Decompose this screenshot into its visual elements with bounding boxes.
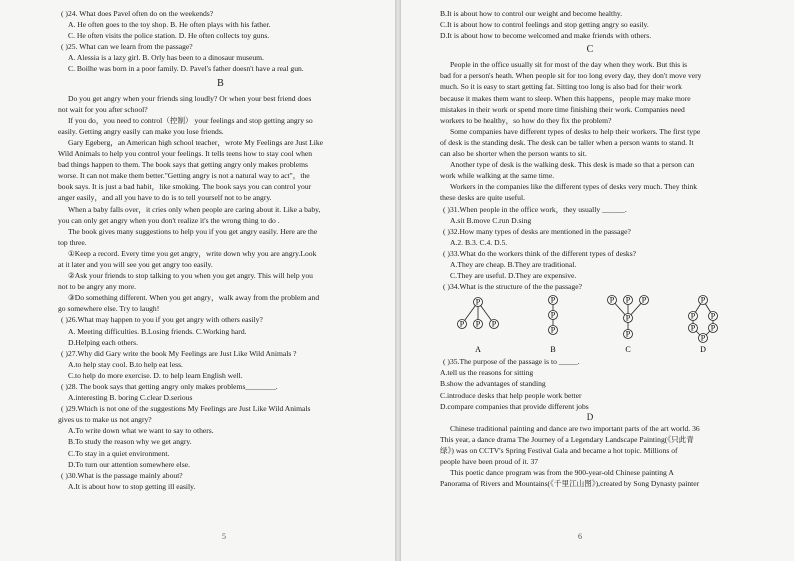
diagram-node: P: [700, 295, 705, 305]
passage-b-line: go somewhere else. Try to laugh!: [58, 304, 160, 314]
questions-b: [58, 314, 383, 492]
q30-options: B.It is about how to control our weight and become healthy.: [440, 9, 623, 18]
diagram-node: P: [710, 311, 715, 321]
structure-diagram-d: [679, 294, 727, 356]
passage-c-line: these desks are quite useful.: [440, 193, 525, 203]
passage-c-line: workers to be healthy，so how do they fix the problem?: [440, 115, 612, 125]
diagram-node: P: [690, 323, 695, 333]
q33-options: C.They are useful. D.They are expensive.: [450, 271, 577, 281]
passage-d-line: This year, a dance drama The Journey of a Legendary Landscape Painting(《只此青: [440, 434, 694, 444]
left-page-number: 5: [222, 532, 226, 541]
passage-b-line: The book gives many suggestions to help you if you get angry easily. Here are the: [68, 226, 318, 236]
diagram-node: P: [550, 310, 555, 320]
q30-options: C.It is about how to control feelings and stop getting angry so easily.: [440, 20, 649, 30]
passage-b-line: Wild Animals to help you control your feelings. It tells teens how to stay cool when: [58, 149, 313, 159]
structure-diagram-c: [604, 294, 652, 356]
q29-options: C.To stay in a quiet environment.: [68, 448, 170, 458]
passage-b-line: at it later and you will see you get angry too easily.: [58, 259, 213, 269]
passage-b-line: anger easily，and all you have to do is to tell yourself not to be angry.: [58, 193, 272, 203]
passage-c-line: Some companies have different types of desks to help their workers. The first type: [450, 126, 701, 136]
questions-c: [440, 204, 740, 293]
passage-c-line: because it makes them want to sleep. When this happens，people may make more: [440, 93, 691, 103]
q33-stem: ( )33.What do the workers think of the different types of desks?: [443, 248, 637, 258]
q31-stem: ( )31.When people in the office work，they usually ______.: [443, 204, 627, 214]
diagram-a-label: A: [474, 345, 481, 355]
q25-options-cd: C. Boilhe was born in a poor family. D. Pavel's father doesn't have a real gun.: [68, 64, 304, 74]
passage-b-line: top three.: [58, 237, 87, 247]
diagram-node: P: [710, 323, 715, 333]
q35-options: A.tell us the reasons for sitting: [440, 368, 534, 378]
q25-stem: ( )25. What can we learn from the passage?: [61, 42, 193, 52]
diagram-node: P: [609, 295, 614, 305]
passage-b-line: not wait for you after school?: [58, 104, 148, 114]
q27-stem: ( )27.Why did Gary write the book My Feelings are Just Like Wild Animals ?: [61, 348, 297, 358]
passage-d-line: This poetic dance program was from the 900-year-old Chinese painting A: [450, 468, 674, 478]
passage-d-line: people have been proud of it. 37: [440, 457, 539, 466]
diagram-d-label: D: [699, 345, 706, 355]
passage-c-line: bad for a person's heath. When people sit for too long every day, they don't move very: [440, 71, 702, 81]
right-page-number: 6: [578, 532, 582, 541]
page-fold: [395, 0, 401, 561]
q28-stem: ( )28. The book says that getting angry only makes problems________.: [61, 382, 278, 391]
q32-stem: ( )32.How many types of desks are mentioned in the passage?: [443, 226, 631, 236]
diagram-b-label: B: [549, 345, 556, 355]
diagram-node: P: [459, 319, 464, 329]
passage-b-line: ②Ask your friends to stop talking to you when you get angry. This will help you: [68, 271, 313, 281]
passage-c: [440, 59, 740, 203]
passage-d-line: 绿》) was on CCTV's Spring Festival Gala and became a hot topic. Millions of: [440, 445, 678, 455]
q24-options-cd: C. He often visits the police station. D. He often collects toy guns.: [68, 31, 270, 41]
passage-c-line: can also be shorter when the person wants to sit.: [440, 149, 587, 159]
passage-c-line: of desk is the standing desk. The desk can be taller when a person wants to stand. It: [440, 137, 694, 147]
passage-b-line: easily. Getting angry easily can make you lose friends.: [58, 126, 224, 136]
q24-options-ab: A. He often goes to the toy shop. B. He often plays with his father.: [68, 20, 271, 30]
passage-d-line: Chinese traditional painting and dance are two important parts of the art world. 36: [450, 423, 700, 433]
q26-options: D.Helping each others.: [68, 337, 139, 347]
passage-b-line: worse. It can not make them better."Getting angry is not a natural way to act"，the: [58, 171, 310, 181]
passage-d-line: Panorama of Rivers and Mountains(《千里江山图》),created by Song Dynasty painter: [440, 479, 700, 489]
passage-c-line: People in the office usually sit for most of the day when they work. But this is: [450, 60, 688, 70]
q27-options: C.to help do more exercise. D. to help learn English well.: [68, 370, 243, 380]
questions-c2: [440, 356, 740, 411]
q24-stem: ( )24. What does Pavel often do on the weekends?: [61, 9, 214, 18]
structure-diagram-a: [454, 294, 502, 356]
q30-stem: ( )30.What is the passage mainly about?: [61, 470, 183, 480]
passage-b-line: not to be angry any more.: [58, 282, 137, 292]
q31-options: A.sit B.move C.run D.sing: [450, 215, 532, 225]
section-b-title: B: [217, 77, 224, 89]
diagram-node: P: [641, 295, 646, 305]
passage-d: [440, 423, 740, 490]
q35-options: B.show the advantages of standing: [440, 379, 546, 389]
q29-stem: gives us to make us not angry?: [58, 415, 152, 425]
q26-stem: ( )26.What may happen to you if you get angry with others easily?: [61, 315, 263, 325]
q29-options: D.To turn our attention somewhere else.: [68, 459, 190, 469]
q33-options: A.They are cheap. B.They are traditional.: [450, 259, 577, 269]
diagram-node: P: [700, 333, 705, 343]
q26-options: A. Meeting difficulties. B.Losing friends. C.Working hard.: [68, 326, 247, 336]
diagram-c-label: C: [624, 345, 631, 355]
passage-c-line: Workers in the companies like the different types of desks very much. They think: [450, 182, 698, 192]
left-page: [58, 8, 383, 538]
section-d-title: D: [586, 411, 594, 422]
section-c-title: C: [586, 44, 594, 56]
passage-b-line: ①Keep a record. Every time you get angry，write down why you are angry.Look: [68, 248, 317, 258]
q35-options: C.introduce desks that help people work better: [440, 390, 582, 400]
q27-options: A.to help stay cool. B.to help eat less.: [68, 359, 183, 369]
passage-b-line: If you do，you need to control（控制） your feelings and stop getting angry so: [68, 115, 313, 125]
diagram-node: P: [491, 319, 496, 329]
passage-b-line: you can only get angry when you don't realize it's the wrong thing to do .: [58, 215, 280, 225]
passage-b-line: book says. It is just a bad habit，like smoking. The book says you can control your: [58, 182, 312, 192]
passage-b-line: ③Do something different. When you get angry，walk away from the problem and: [68, 293, 320, 303]
passage-b-line: Gary Egeberg，an American high school teacher，wrote My Feelings are Just Like: [68, 137, 324, 147]
q35-options: D.compare companies that provide different jobs: [440, 401, 589, 411]
q35-stem: ( )35.The purpose of the passage is to _____.: [443, 357, 580, 367]
q29-options: A.To write down what we want to say to others.: [68, 426, 214, 436]
passage-b-line: bad things happen to them. The book says that getting angry only makes problems: [58, 160, 308, 170]
diagram-node: P: [625, 295, 630, 305]
diagram-node: P: [625, 313, 630, 323]
q30-options: A.It is about how to stop getting ill easily.: [68, 481, 196, 491]
structure-diagrams: [440, 294, 740, 356]
structure-diagram-b: [529, 294, 577, 356]
passage-c-line: Another type of desk is the walking desk. This desk is made so that a person can: [450, 160, 695, 170]
q30-options: D.It is about how to become welcomed and make friends with others.: [440, 31, 652, 41]
q34-stem: ( )34.What is the structure of the the passage?: [443, 282, 582, 292]
passage-b: [58, 93, 383, 315]
passage-b-line: Do you get angry when your friends sing loudly? Or when your best friend does: [68, 93, 312, 103]
diagram-node: P: [625, 329, 630, 339]
q28-options: A.interesting B. boring C.clear D.serious: [68, 393, 193, 403]
passage-c-line: mistakes in their work or spend more time finishing their work. Companies need: [440, 104, 685, 114]
diagram-node: P: [550, 295, 555, 305]
diagram-node: P: [690, 311, 695, 321]
q32-options: A.2. B.3. C.4. D.5.: [450, 237, 508, 247]
diagram-node: P: [475, 319, 480, 329]
passage-c-line: much. So it is easy to start getting fat. Sitting too long is also bad for their work: [440, 82, 682, 92]
q29-options: B.To study the reason why we get angry.: [68, 437, 192, 447]
diagram-node: P: [550, 325, 555, 335]
passage-c-line: work while walking at the same time.: [440, 171, 555, 181]
passage-b-line: When a baby falls over，it cries only when people are caring about it. Like a baby,: [68, 204, 321, 214]
q25-options-ab: A. Alessia is a lazy girl. B. Orly has been to a dinosaur museum.: [68, 53, 264, 63]
right-page: [440, 8, 740, 528]
q29-stem: ( )29.Which is not one of the suggestions My Feelings are Just Like Wild Animals: [61, 404, 311, 414]
diagram-node: P: [475, 297, 480, 307]
